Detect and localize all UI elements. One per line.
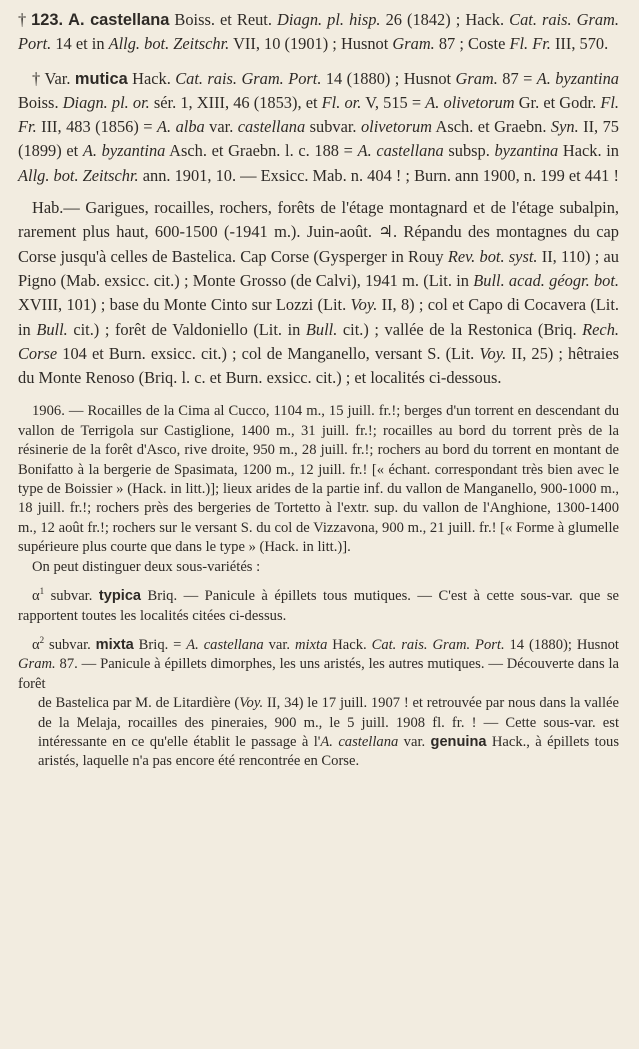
citation-title: Cat. rais. Gram. Port. (18, 10, 619, 54)
syn-title: A. alba (157, 117, 205, 137)
greek-label: α (32, 636, 40, 653)
subvar-text: 14 (1880); Husnot (504, 636, 619, 653)
cont-text: Hack., à épillets tous aristés, laquelle n'a pas encore été rencontrée en Corse. (38, 733, 619, 770)
subvar-ref: A. castellana (186, 636, 264, 653)
greek-label: α (32, 588, 40, 605)
subvar-ref: mixta (294, 636, 328, 653)
habitat-text: II, 8) ; col et Capo di Cocavera (Lit. in (18, 295, 619, 339)
subvar-text: var. (263, 636, 295, 653)
habitat-ref: Voy. (350, 295, 378, 315)
subvar-name: mixta (95, 636, 134, 653)
citation-title: Allg. bot. Zeitschr. (108, 34, 230, 54)
citation-text: 14 et in (51, 34, 109, 54)
subvar-text: Hack. (327, 636, 372, 653)
syn-text: II, 75 (1899) et (18, 117, 620, 161)
var-name-genuina: genuina (430, 733, 487, 750)
syn-text: sér. 1, XIII, 46 (1853), et (149, 92, 322, 112)
subvar-name: typica (98, 588, 142, 605)
subvar-text: Briq. = (133, 636, 187, 653)
citation-title: Gram. (392, 34, 435, 54)
subvar-text: Briq. — Panicule à épillets tous mutiques. — C'est à cette sous-var. que se rapportent toutes les localités citées ci-dessus. (18, 588, 619, 624)
subvar-text: subvar. (44, 636, 96, 653)
habitat-ref: Voy. (479, 343, 507, 363)
habitat-ref: Bull. (305, 319, 338, 339)
syn-text: V, 515 = (361, 92, 426, 112)
citation-text: 26 (1842) ; Hack. (380, 10, 510, 29)
habitat-text: II, 25) ; hêtraies du Monte Renoso (Briq. l. c. et Burn. exsicc. cit.) ; et localités ci-dessous. (18, 343, 619, 388)
syn-title: Gram. (455, 68, 498, 88)
syn-title: A. castellana (357, 141, 444, 161)
cont-text: var. (398, 733, 431, 750)
citation-text: Boiss. et Reut. (169, 10, 278, 29)
superscript: 1 (39, 586, 45, 597)
dagger-mark: † (18, 10, 28, 29)
habitat-ref: Bull. (36, 319, 68, 339)
citation-text: 87 ; Coste (434, 34, 510, 54)
dagger-mark: † (32, 68, 41, 88)
syn-title: Fl. Fr. (18, 92, 619, 137)
habitat-ref: Bull. acad. géogr. bot. (473, 270, 620, 290)
syn-title: olivetorum (360, 117, 432, 137)
syn-text: 87 = (497, 68, 537, 88)
variety-name: mutica (74, 69, 128, 88)
species-entry (18, 8, 619, 57)
species-number: 123. (31, 11, 64, 29)
syn-title: Allg. bot. Zeitschr. (18, 165, 139, 185)
subvar-ref: Cat. rais. Gram. Port. (371, 636, 505, 653)
habitat-text: II, 110) ; au Pigno (Mab. exsicc. cit.) ; Monte Grosso (de Calvi), 1941 m. (Lit. in (18, 246, 619, 290)
habitat-text: cit.) ; vallée de la Restonica (Briq. (337, 319, 583, 339)
syn-title: A. byzantina (82, 141, 166, 161)
habitat-paragraph (18, 196, 619, 390)
syn-title: A. byzantina (536, 68, 619, 88)
variety-entry (18, 67, 619, 188)
habitat-ref: Rev. bot. syst. (447, 246, 538, 266)
syn-title: Diagn. pl. or. (62, 92, 150, 112)
citation-title: Fl. Fr. (509, 34, 551, 54)
syn-text: Hack. (127, 68, 176, 88)
syn-text: var. (204, 117, 238, 137)
syn-title: castellana (237, 117, 306, 137)
habitat-text: cit.) ; forêt de Valdoniello (Lit. in (67, 319, 306, 339)
cont-ref: A. castellana (320, 733, 399, 750)
citation-text: III, 570. (550, 34, 609, 54)
superscript: 2 (39, 635, 45, 646)
subvar-mixta-continuation (18, 694, 619, 772)
habitat-ref: Rech. Corse (18, 319, 619, 363)
syn-text: subsp. (443, 141, 495, 161)
syn-text: 14 (1880) ; Husnot (321, 68, 456, 88)
syn-text: Boiss. (18, 92, 63, 112)
syn-title: Fl. or. (321, 92, 362, 112)
syn-text: Gr. et Godr. (514, 92, 601, 112)
syn-text: Hack. in (558, 141, 619, 161)
habitat-text: XVIII, 101) ; base du Monte Cinto sur Lozzi (Lit. (18, 295, 351, 315)
citation-text: VII, 10 (1901) ; Husnot (229, 34, 393, 54)
syn-title: A. olivetorum (425, 92, 515, 112)
species-name: A. castellana (68, 11, 170, 29)
citation-title: Diagn. pl. hisp. (277, 10, 381, 29)
syn-text: Asch. et Graebn. (432, 117, 551, 137)
syn-title: Syn. (550, 117, 579, 137)
syn-title: byzantina (494, 141, 559, 161)
habitat-text: 104 et Burn. exsicc. cit.) ; col de Manganello, versant S. (Lit. (57, 343, 480, 363)
subvar-ref: Gram. (18, 656, 56, 673)
cont-text: de Bastelica par M. de Litardière ( (38, 695, 240, 712)
subvar-text: 87. — Panicule à épillets dimorphes, les uns aristés, les autres mutiques. — Découverte dans la forêt (18, 656, 619, 692)
records-1906: 1906. — Rocailles de la Cima al Cucco, 1104 m., 15 juill. fr.!; berges d'un torrent en descendant du vallon de Terrigola sur Castiglione, 1400 m., 31 juill. fr.!; rocailles au bord du torrent près de la résinerie de la forêt d'Asco, rive droite, 950 m., 28 juill. fr.!; rochers au bord du torrent en montant de Bonifatto à la bergerie de Spasimata, 1200 m., 12 juill. fr.! [« échant. correspondant très bien avec le type de Boissier » (Hack. in litt.)]; lieux arides de la partie inf. du vallon de Manganello, 900-1000 m., 18 juill. fr.!; rochers près des bergeries de Tortetto à l'extr. sup. du vallon de l'Anghione, 1300-1400 m., 12 août fr.!; rochers sur le versant S. du col de Vizzavona, 900 m., 21 juill. fr.! [« Forme à glumelle supérieure plus courte que dans le type » (Hack. in litt.)]. (18, 403, 619, 556)
subvar-mixta (18, 636, 619, 694)
syn-text: Asch. et Graebn. l. c. 188 = (165, 141, 358, 161)
variety-prefix: Var. (44, 68, 75, 88)
syn-text: III, 483 (1856) = (36, 117, 157, 137)
syn-text: ann. 1901, 10. — Exsicc. Mab. n. 404 ! ; Burn. ann 1900, n. 199 et 441 ! (138, 165, 619, 185)
subvarieties-intro: On peut distinguer deux sous-variétés : (32, 558, 261, 575)
cont-text: II, 34) le 17 juill. 1907 ! et retrouvée par nous dans la vallée de la Melaja, rocailles des pineraies, 900 m., le 5 juill. 1908 fl. fr. ! — Cette sous-var. est intéressante en ce qu'elle établit le passage à l' (38, 695, 619, 750)
habitat-text: Hab.— Garigues, rocailles, rochers, forêts de l'étage montagnard et de l'étage subalpin, rarement plus haut, 600-1500 (-1941 m.). Juin-août. ♃. Répandu des montagnes du cap Corse jusqu'à celles de Bastelica. Cap Corse (Gysperger in Rouy (18, 198, 619, 266)
cont-ref: Voy. (239, 695, 264, 712)
syn-title: Cat. rais. Gram. Port. (175, 68, 322, 88)
subvar-text: subvar. (44, 588, 99, 605)
syn-text: subvar. (305, 117, 361, 137)
subvar-typica (18, 587, 619, 626)
